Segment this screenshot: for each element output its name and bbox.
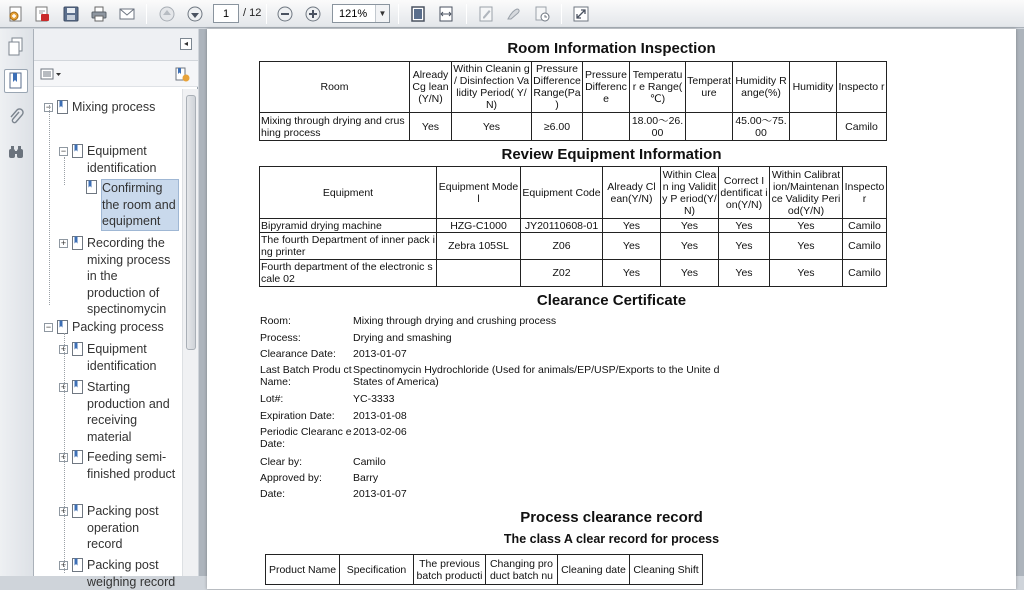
room-section-title: Room Information Inspection [507, 40, 716, 57]
table-cell: HZG-C1000 [437, 219, 521, 233]
bookmark-icon [72, 342, 83, 356]
certificate-value: Drying and smashing [353, 332, 452, 344]
fit-width-icon[interactable] [435, 3, 457, 25]
document-viewport[interactable] [199, 29, 1024, 582]
bookmark-item[interactable] [87, 379, 177, 445]
zoom-value: 121% [339, 7, 368, 20]
certificate-label: Approved by: [260, 472, 322, 484]
certificate-label: Process: [260, 332, 301, 344]
bookmark-label: Equipment identification [87, 342, 157, 373]
equipment-table [259, 166, 887, 287]
search-binoculars-icon[interactable] [4, 140, 28, 164]
bookmark-label: Confirming the room and equipment [101, 179, 179, 231]
collapse-panel-icon[interactable]: ◂ [180, 38, 192, 50]
bookmark-label: Packing post operation record [87, 504, 159, 551]
certificate-value: Barry [353, 472, 379, 484]
table-cell: Camilo [843, 219, 887, 233]
certificate-value: Camilo [353, 456, 386, 468]
bookmark-item[interactable] [87, 341, 177, 374]
toolbar-separator [561, 4, 562, 24]
table-cell: 45.00～75. 00 [733, 113, 790, 141]
clearance-certificate-title: Clearance Certificate [536, 292, 687, 309]
table-cell: Yes [719, 233, 770, 260]
process-clearance-subtitle: The class A clear record for process [503, 532, 720, 546]
table-cell: Yes [719, 219, 770, 233]
toolbar-separator [398, 4, 399, 24]
collapse-icon[interactable]: − [45, 322, 52, 332]
certificate-value: 2013-01-07 [353, 348, 407, 360]
bookmark-icon [72, 558, 83, 572]
table-row [260, 260, 887, 287]
certificate-label: Lot#: [260, 393, 284, 405]
bookmark-icon [57, 100, 68, 114]
bookmark-label: Feeding semi-finished product [87, 450, 176, 481]
room-column-header: Inspecto r [837, 62, 887, 113]
document-page [207, 29, 1016, 589]
equipment-column-header: Within Calibrat ion/Maintenan ce Validity Peri od(Y/N) [770, 167, 843, 219]
table-cell [437, 260, 521, 287]
bookmark-icon [72, 144, 83, 158]
page-total: / 12 [243, 7, 262, 19]
bookmarks-panel [34, 29, 198, 589]
equipment-section-title: Review Equipment Information [501, 146, 722, 163]
certificate-label: Expiration Date: [260, 410, 335, 422]
page-number-input[interactable] [213, 4, 239, 23]
zoom-out-icon[interactable] [274, 3, 296, 25]
toolbar-separator [466, 4, 467, 24]
bookmark-item[interactable] [87, 503, 177, 553]
collapse-icon[interactable]: − [45, 102, 52, 112]
certificate-label: Date: [260, 488, 286, 500]
table-row [260, 219, 887, 233]
tree-connector [64, 333, 65, 573]
chevron-down-icon[interactable]: ▼ [375, 5, 389, 22]
bookmark-item[interactable] [87, 557, 177, 590]
pages-icon[interactable] [4, 35, 28, 59]
certificate-value: Mixing through drying and crushing process [353, 315, 557, 327]
equipment-column-header: Correct I dentificat ion(Y/N) [719, 167, 770, 219]
bookmark-item[interactable] [87, 143, 177, 176]
panel-header [34, 29, 198, 61]
expand-icon[interactable]: + [60, 382, 67, 392]
equipment-column-header: Equipment Mode l [437, 167, 521, 219]
table-cell: Mixing through drying and crus hing process [260, 113, 410, 141]
convert-icon[interactable] [31, 3, 53, 25]
bookmarks-icon[interactable] [4, 69, 28, 93]
bookmark-item[interactable] [87, 449, 177, 482]
table-row [260, 233, 887, 260]
table-cell: Camilo [843, 233, 887, 260]
bookmark-item[interactable] [72, 99, 172, 116]
expand-icon[interactable]: + [60, 452, 67, 462]
process-column-header: Cleaning date [558, 555, 630, 585]
table-cell: Yes [603, 233, 661, 260]
table-row [260, 113, 887, 141]
equipment-column-header: Equipment [260, 167, 437, 219]
bookmark-icon [72, 236, 83, 250]
bookmark-label: Recording the mixing process in the production of spectinomycin [87, 236, 171, 316]
equipment-column-header: Inspecto r [843, 167, 887, 219]
certificate-value: 2013-01-08 [353, 410, 407, 422]
room-column-header: Room [260, 62, 410, 113]
save-icon[interactable] [60, 3, 82, 25]
room-column-header: Temperat ure [686, 62, 733, 113]
table-cell: Yes [719, 260, 770, 287]
certificate-value: 2013-01-07 [353, 488, 407, 500]
expand-icon[interactable]: + [60, 344, 67, 354]
table-cell: Yes [661, 260, 719, 287]
create-icon[interactable] [5, 3, 27, 25]
table-cell: The fourth Department of inner pack ing printer [261, 234, 435, 258]
bookmark-icon [57, 320, 68, 334]
bookmark-icon [86, 180, 97, 194]
table-cell: Yes [770, 233, 843, 260]
toolbar-separator [146, 4, 147, 24]
new-bookmark-icon[interactable] [174, 66, 190, 82]
certificate-label: Room: [260, 315, 291, 327]
bookmark-label: Mixing process [72, 100, 156, 114]
process-clearance-table [265, 554, 703, 585]
email-icon[interactable] [116, 3, 138, 25]
table-cell: JY20110608-01 [521, 219, 603, 233]
certificate-label: Clearance Date: [260, 348, 336, 360]
table-cell: Yes [603, 260, 661, 287]
collapse-icon[interactable]: − [60, 146, 67, 156]
process-clearance-title: Process clearance record [520, 509, 703, 526]
certificate-value: YC-3333 [353, 393, 395, 405]
table-cell: Z02 [521, 260, 603, 287]
next-page-icon[interactable] [184, 3, 206, 25]
options-menu-icon[interactable] [40, 67, 62, 81]
table-cell: Yes [603, 219, 661, 233]
expand-icon[interactable]: + [60, 238, 67, 248]
room-column-header: Already Cg lean(Y/N) [410, 62, 452, 113]
tree-connector [64, 157, 65, 185]
room-column-header: Pressure Differenc e [583, 62, 630, 113]
room-column-header: Temperatur e Range( ℃) [630, 62, 686, 113]
table-cell: Bipyramid drying machine [260, 219, 437, 233]
bookmark-label: Equipment identification [87, 144, 157, 175]
bookmarks-toolbar [34, 61, 198, 87]
bookmark-icon [72, 380, 83, 394]
process-column-header: Cleaning Shift [630, 555, 703, 585]
certificate-label: Last Batch Produ ct Name: [260, 364, 352, 388]
room-info-table [259, 61, 887, 141]
stamp-icon[interactable] [531, 3, 553, 25]
bookmark-icon [72, 504, 83, 518]
expand-icon[interactable]: + [60, 506, 67, 516]
table-cell: Camilo [843, 260, 887, 287]
bookmark-item[interactable] [72, 319, 172, 336]
fit-page-icon[interactable] [407, 3, 429, 25]
table-cell: 18.00～26. 00 [630, 113, 686, 141]
toolbar-separator [266, 4, 267, 24]
zoom-in-icon[interactable] [302, 3, 324, 25]
expand-icon[interactable]: + [60, 560, 67, 570]
bookmarks-tree [34, 89, 182, 589]
table-cell: ≥6.00 [532, 113, 583, 141]
zoom-select[interactable] [332, 4, 390, 23]
process-column-header: Specification [340, 555, 414, 585]
print-icon[interactable] [88, 3, 110, 25]
table-cell: Camilo [837, 113, 887, 141]
table-cell: Yes [770, 219, 843, 233]
room-column-header: Humidity [790, 62, 837, 113]
comment-icon[interactable] [475, 3, 497, 25]
room-column-header: Pressure Difference Range(Pa ) [533, 63, 581, 111]
process-column-header: The previous batch producti [414, 555, 486, 585]
table-cell: Yes [661, 219, 719, 233]
process-column-header: Product Name [266, 555, 340, 585]
table-cell: Zebra 105SL [437, 233, 521, 260]
attachments-icon[interactable] [4, 105, 28, 129]
fullscreen-icon[interactable] [570, 3, 592, 25]
equipment-column-header: Already Cl ean(Y/N) [603, 167, 661, 219]
table-cell [790, 113, 837, 141]
equipment-column-header: Within Clean ing Validity P eriod(Y/N) [662, 168, 717, 217]
table-cell: Yes [410, 113, 452, 141]
bookmark-label: Starting production and receiving material [87, 380, 170, 444]
bookmarks-scrollbar[interactable] [182, 89, 198, 576]
room-column-header: Humidity R ange(%) [733, 62, 790, 113]
room-column-header: Within Cleanin g / Disinfection Validity Period( Y/N) [453, 63, 530, 111]
table-cell [686, 113, 733, 141]
bookmark-item[interactable] [87, 235, 177, 318]
certificate-label: Clear by: [260, 456, 303, 468]
table-cell [583, 113, 630, 141]
toolbar [0, 0, 1024, 28]
bookmark-icon [72, 450, 83, 464]
bookmark-label: Packing process [72, 320, 164, 334]
process-column-header: Changing pro duct batch nu [486, 555, 558, 585]
table-cell: Z06 [521, 233, 603, 260]
sign-icon[interactable] [503, 3, 525, 25]
table-cell: Yes [452, 113, 532, 141]
certificate-label: Periodic Clearanc e Date: [260, 426, 352, 450]
scrollbar-thumb[interactable] [186, 95, 196, 350]
certificate-value: Spectinomycin Hydrochloride (Used for animals/EP/USP/Exports to the Unite d States of America) [353, 364, 720, 388]
prev-page-icon[interactable] [156, 3, 178, 25]
bookmark-item[interactable] [101, 179, 179, 231]
bookmark-label: Packing post weighing record [87, 558, 176, 589]
equipment-column-header: Equipment Code [521, 167, 603, 219]
certificate-value: 2013-02-06 [353, 426, 407, 438]
table-cell: Yes [770, 260, 843, 287]
table-cell: Yes [661, 233, 719, 260]
navigation-rail [0, 29, 34, 576]
table-cell: Fourth department of the electronic scale 02 [260, 260, 437, 287]
tree-connector [49, 105, 50, 305]
